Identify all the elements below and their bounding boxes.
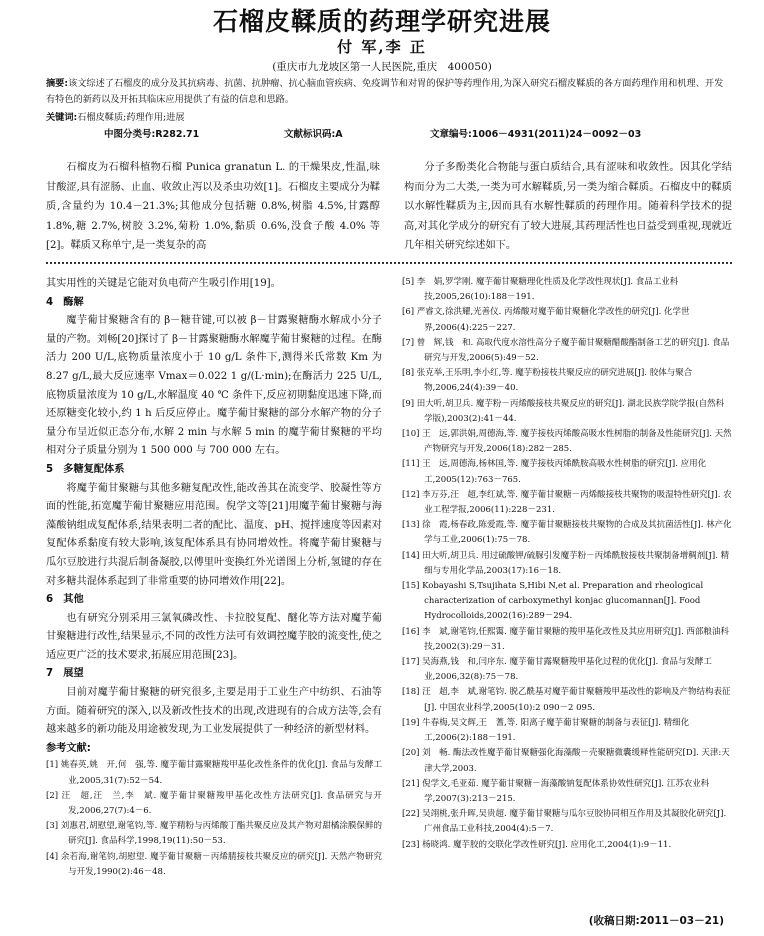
reference-item: [1] 姚春英,姚 开,何 强,等. 魔芋葡甘露聚糖羧甲基化改性条件的优化[J]. 食品与发酵工业,2005,31(7):52－54. xyxy=(46,760,382,786)
section-heading: 6 其他 xyxy=(46,594,84,606)
reference-item: [13] 徐 霞,杨春政,陈爱霞,等. 魔芋葡甘聚糖接枝共聚物的合成及其抗菌活性[J]. 林产化学与工业,2006(1):75－78. xyxy=(402,520,732,546)
reference-item: [18] 汪 超,李 斌,谢笔钧. 脱乙酰基对魔芋葡甘聚糖羧甲基改性的影响及产物结构表征[J]. 中国农业科学,2005(10):2 090－2 095. xyxy=(402,687,731,713)
reference-item: [7] 曾 辉,钱 和. 高取代度水溶性高分子魔芋葡甘聚糖醋酸酯制备工艺的研究[J]. 食品研究与开发,2006(5):49－52. xyxy=(402,337,730,364)
clc-number: 中图分类号:R282.71 xyxy=(104,129,200,140)
keywords-text: 石榴皮鞣质;药理作用;进展 xyxy=(77,112,185,123)
reference-list-right xyxy=(402,275,732,853)
abstract xyxy=(46,76,732,108)
abstract-label: 摘要: xyxy=(46,78,69,89)
intro-left: 石榴皮为石榴科植物石榴 Punica granatun L. 的干燥果皮,性温,味甘酸涩,具有涩肠、止血、收敛止泻以及杀虫功效[1]。石榴皮主要成分为鞣质,含量约为 10.4－21.3%;其他成分包括糖 0.8%,树脂 4.5%,甘露醇 1.8%,糖 2.7%,树胶 3.2%,菊粉 1.0%,黏质 0.6%,没食子酸 4.0% 等[2]。鞣质又称单宁,是一类复杂的高 xyxy=(46,162,380,252)
reference-item: [14] 田大听,胡卫兵. 用过硫酸钾/硫脲引发魔芋粉－丙烯酰胺接枝共聚制备增稠剂[J]. 精细与专用化学品,2003(17):16－18. xyxy=(402,550,730,576)
section-heading: 4 酶解 xyxy=(46,296,84,308)
reference-item: [17] 吴海燕,钱 和,闫序东. 魔芋葡甘露聚糖羧甲基化过程的优化[J]. 食品与发酵工业,2006,32(8):75－78. xyxy=(402,657,712,683)
body-paragraph: 其实用性的关键是它能对负电荷产生吸引作用[19]。 xyxy=(46,278,281,289)
reference-item: [20] 刘 畅. 酶法改性魔芋葡甘聚糖强化海藻酸－壳聚糖微囊缓释性能研究[D]. 天津:天津大学,2003. xyxy=(402,748,730,774)
reference-item: [6] 严睿文,徐洪耀,光善仪. 丙烯酸对魔芋葡甘聚糖化学改性的研究[J]. 化学世界,2006(4):225－227. xyxy=(402,307,690,333)
reference-item: [16] 李 斌,谢笔钧,任熙霭. 魔芋葡甘聚糖的羧甲基化改性及其应用研究[J]. 西部粮油科技,2002(3):29－31. xyxy=(402,626,729,652)
reference-item: [22] 吴翊桃,张升晖,吴贵超. 魔芋葡甘聚糖与瓜尔豆胶协同相互作用及其凝胶化研究[J]. 广州食品工业科技,2004(4):5－7. xyxy=(402,809,727,835)
keywords xyxy=(46,111,732,125)
body-paragraph: 也有研究分别采用三氯氧磷改性、卡拉胶复配、醚化等方法对魔芋葡甘聚糖进行改性,结果显示,不同的改性方法可有效调控魔芋胶的流变性,使之适应更广泛的技术要求,拓展应用范围[23]。 xyxy=(46,612,382,661)
left-column xyxy=(46,275,382,880)
section-heading: 5 多糖复配体系 xyxy=(46,463,125,475)
received-date: (收稿日期:2011－03－21) xyxy=(588,915,724,927)
document-code: 文献标识码:A xyxy=(284,129,343,140)
reference-item: [9] 田大听,胡卫兵. 魔芋粉－丙烯酸接枝共聚反应的研究[J]. 湖北民族学院学报(自然科学版),2003(2):41－44. xyxy=(402,398,725,424)
article-number: 文章编号:1006－4931(2011)24－0092－03 xyxy=(430,129,642,140)
reference-item: [15] Kobayashi S,Tsujihata S,Hibi N,et al. Preparation and rheological characterization of carboxymethyl konjac glucomannan[J]. Food Hydrocolloids,2002(16):289－294. xyxy=(402,581,704,622)
reference-item: [21] 倪学文,毛亚茹. 魔芋葡甘聚糖－海藻酸钠复配体系协效性研究[J]. 江苏农业科学,2007(3):213－215. xyxy=(402,778,710,804)
reference-item: [3] 刘惠君,胡慰望,谢笔钧,等. 魔芋精粉与丙烯酸丁酯共聚反应及其产物对甜橘涂膜保鲜的研究[J]. 食品科学,1998,19(11):50－53. xyxy=(46,821,382,847)
affiliation: (重庆市九龙坡区第一人民医院,重庆 400050) xyxy=(272,61,492,73)
keywords-label: 关键词: xyxy=(46,112,78,123)
article-title: 石榴皮鞣质的药理学研究进展 xyxy=(212,7,551,36)
reference-item: [12] 李万芬,汪 超,李红斌,等. 魔芋葡甘聚糖－丙烯酸接枝共聚物的吸湿特性研究[J]. 农业工程学报,2006(11):228－231. xyxy=(402,489,732,516)
body-paragraph: 将魔芋葡甘聚糖与其他多糖复配改性,能改善其在流变学、胶凝性等方面的性能,拓宽魔芋葡甘聚糖应用范围。倪学文等[21]用魔芋葡甘聚糖与海藻酸钠组成复配体系,结果表明二者的配比、温度、pH、搅拌速度等因素对复配体系黏度有较大影响,该复配体系具有协同增效性。将魔芋葡甘聚糖与瓜尔豆胶进行共混后制备凝胶,以傅里叶变换红外光谱图上分析,氢键的存在对多糖共混体系起到了非常重要的协同增效作用[22]。 xyxy=(46,482,382,587)
abstract-text: 该文综述了石榴皮的成分及其抗病毒、抗菌、抗肿瘤、抗心脑血管疾病、免疫调节和对胃的保护等药理作用,为深入研究石榴皮鞣质的各方面药理作用和机理、开发有特色的新药以及开拓其临床应用提供了有益的信息和思路。 xyxy=(46,78,724,105)
reference-item: [4] 余若海,谢笔钧,胡慰望. 魔芋葡甘聚糖－丙烯腈接枝共聚反应的研究[J]. 天然产物研究与开发,1990(2):46－48. xyxy=(46,851,382,877)
reference-item: [11] 王 远,周德海,杨林国,等. 魔芋接枝丙烯酰胺高吸水性树脂的研究[J]. 应用化工,2005(12):763－765. xyxy=(402,459,707,485)
section-divider xyxy=(46,262,732,266)
body-paragraph: 目前对魔芋葡甘聚糖的研究很多,主要是用于工业生产中纺织、石油等方面。随着研究的深入,以及新改性技术的出现,改进现有的合成方法等,会有越来越多的新功能及用途被发现,为工业发展提供了一种经济的新型材料。 xyxy=(46,687,382,736)
reference-item: [10] 王 远,郭洪娟,周德海,等. 魔芋接枝丙烯酸高吸水性树脂的制备及性能研究[J]. 天然产物研究与开发,2006(18):282－285. xyxy=(402,429,732,455)
reference-item: [23] 杨晓鸿. 魔芋胶的交联化学改性研究[J]. 应用化工,2004(1):9－11. xyxy=(402,839,672,850)
reference-item: [2] 汪 超,汪 兰,李 斌. 魔芋葡甘聚糖羧甲基化改性方法研究[J]. 食品研究与开发,2006,27(7):4－6. xyxy=(46,790,382,817)
body-paragraph: 魔芋葡甘聚糖含有的 β－糖苷键,可以被 β－甘露聚糖酶水解成小分子量的产物。刘畅[20]探讨了 β－甘露聚糖酶水解魔芋葡甘聚糖的过程。在酶活力 200 U/L,底物质量浓度小于 10 g/L 条件下,测得米氏常数 Km 为 8.27 g/L,最大反应速率 Vmax＝0.022 1 g/(L·min);在酶活力 225 U/L,底物质量浓度为 10 g/L,水解温度 40 ℃ 条件下,反应初期黏度迅速下降,而还原糖变化较小,约 1 h 后反应停止。魔芋葡甘聚糖的部分水解产物的分子量分布呈近似正态分布,水解 2 min 与水解 5 min 的魔芋葡甘聚糖的平均相对分子质量分别为 1 500 000 与 700 000 左右。 xyxy=(46,315,382,457)
reference-list-left xyxy=(46,758,382,880)
references-heading: 参考文献: xyxy=(46,742,91,754)
intro-right: 分子多酚类化合物能与蛋白质结合,具有涩味和收敛性。因其化学结构而分为二大类,一类为可水解鞣质,另一类为缩合鞣质。石榴皮中的鞣质以水解性鞣质为主,因而具有水解性鞣质的药理作用。随着科学技术的提高,对其化学成分的研究有了较大进展,其药理活性也日益受到重视,现就近几年相关研究综述如下。 xyxy=(404,162,732,252)
authors: 付 军,李 正 xyxy=(337,38,427,56)
reference-item: [19] 牛春梅,吴文辉,王 蓍,等. 阳离子魔芋葡甘聚糖的制备与表征[J]. 精细化工,2006(2):188－191. xyxy=(402,717,690,744)
reference-item: [5] 李 娟,罗学刚. 魔芋葡甘聚糖理化性质及化学改性现状[J]. 食品工业科技,2005,26(10):188－191. xyxy=(402,277,679,303)
reference-item: [8] 张克举,王乐明,李小红,等. 魔芋粉接枝共聚反应的研究进展[J]. 胶体与聚合物,2006,24(4):39－40. xyxy=(402,368,693,394)
section-heading: 7 展望 xyxy=(46,668,84,680)
